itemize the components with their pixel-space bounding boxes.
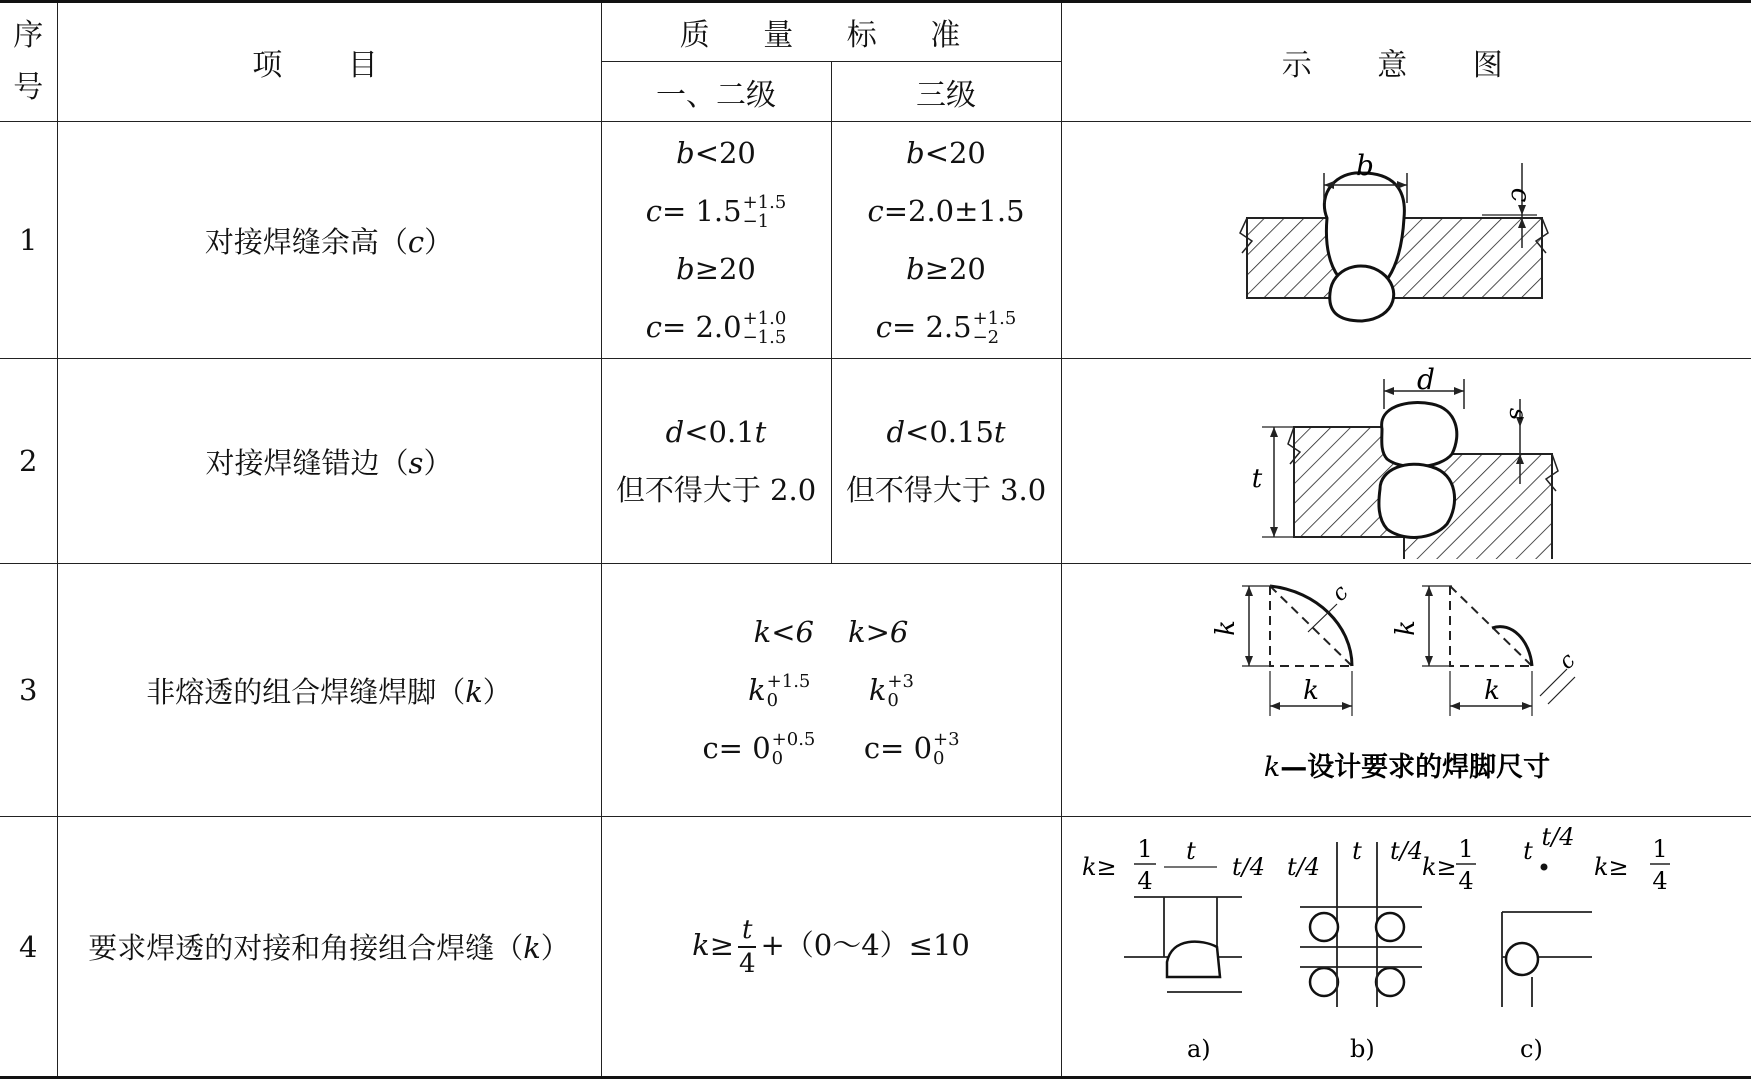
diagram-caption xyxy=(1263,752,1549,783)
k-base: k xyxy=(748,673,766,707)
fraction-num: t xyxy=(738,917,756,948)
label-d: d xyxy=(1416,363,1435,396)
tol-down: 0 xyxy=(933,748,945,769)
table-row xyxy=(0,122,1751,359)
std-line xyxy=(832,240,1061,298)
header-item-label: 项 目 xyxy=(252,48,406,83)
std-line xyxy=(602,124,831,182)
k-lt-6: k<6 xyxy=(753,615,814,649)
header-diagram xyxy=(1061,2,1751,122)
tolerance xyxy=(743,194,787,232)
rel: =2.0±1.5 xyxy=(883,194,1025,228)
row-diagram xyxy=(1061,122,1751,359)
item-var: c xyxy=(407,224,425,259)
label-one: 1 xyxy=(1136,835,1153,863)
formula xyxy=(692,914,970,979)
label-k: k xyxy=(1390,619,1421,636)
fraction xyxy=(738,914,756,979)
row-diagram xyxy=(1061,359,1751,564)
k-base: k xyxy=(868,673,887,707)
k-gt-6: k>6 xyxy=(848,615,909,649)
tol-down: 0 xyxy=(766,690,779,711)
rel: <0.1 xyxy=(684,415,755,449)
tol-up: +3 xyxy=(887,671,914,693)
tol-up: +1.5 xyxy=(766,671,811,693)
header-grade12: 一、二级 xyxy=(601,62,831,122)
std-line xyxy=(602,298,831,356)
std-line xyxy=(832,403,1061,461)
rel: = 2.5 xyxy=(891,310,972,344)
formula-k: k xyxy=(692,927,710,962)
formula-ge: ≥ xyxy=(709,927,735,962)
row-item xyxy=(57,564,601,817)
label-four: 4 xyxy=(1457,867,1474,895)
label-a: a) xyxy=(1186,1035,1211,1063)
row-item xyxy=(57,122,601,359)
label-one: 1 xyxy=(1651,835,1668,863)
fillet-weld-leg-diagram xyxy=(1062,566,1751,811)
header-no xyxy=(0,2,57,122)
label-k: k xyxy=(1210,619,1241,636)
row-diagram xyxy=(1061,817,1751,1078)
header-grade3: 三级 xyxy=(831,62,1061,122)
std-line xyxy=(832,124,1061,182)
row-grade3 xyxy=(831,359,1061,564)
item-text: 对接焊缝错边（ xyxy=(205,445,409,480)
tol-up: +1.5 xyxy=(972,308,1017,330)
tolerance xyxy=(933,731,960,769)
table-row xyxy=(0,359,1751,564)
label-t4: t/4 xyxy=(1389,837,1423,865)
tol-down: −1 xyxy=(742,211,770,232)
rel: ≥20 xyxy=(694,252,756,286)
var: c xyxy=(645,310,662,344)
std-line: 但不得大于 2.0 xyxy=(615,473,817,507)
var: c xyxy=(867,194,884,228)
row-item xyxy=(57,359,601,564)
rel: = 1.5 xyxy=(661,194,742,228)
rel: ≥20 xyxy=(924,252,986,286)
row-grade12 xyxy=(601,122,831,359)
label-c: c xyxy=(1553,647,1581,675)
row-item xyxy=(57,817,601,1078)
label-k: k xyxy=(1302,675,1319,706)
label-four: 4 xyxy=(1651,867,1668,895)
formula-rest: +（0～4）≤10 xyxy=(760,927,970,962)
tolerance xyxy=(887,673,914,711)
tol-down: −2 xyxy=(972,327,1000,348)
header-diagram-label: 示 意 图 xyxy=(1281,48,1531,83)
row-merged-standard xyxy=(601,564,1061,817)
item-var: k xyxy=(523,931,541,965)
row-number: 4 xyxy=(0,817,57,1078)
label-k-ge: k≥ xyxy=(1081,853,1117,881)
item-var: s xyxy=(408,445,424,480)
header-row-1 xyxy=(0,2,1751,62)
c-base: c= 0 xyxy=(863,731,933,765)
label-four: 4 xyxy=(1136,867,1153,895)
row-diagram xyxy=(1061,564,1751,817)
c-base: c= 0 xyxy=(702,731,771,765)
label-b: b xyxy=(1355,149,1374,182)
row-number: 1 xyxy=(0,122,57,359)
item-var: k xyxy=(465,674,483,709)
tolerance xyxy=(772,731,816,769)
tolerance xyxy=(973,310,1017,348)
label-s: s xyxy=(1503,407,1532,421)
header-quality-standard xyxy=(601,2,1061,62)
item-text: 非熔透的组合焊缝焊脚（ xyxy=(146,674,466,709)
caption-var: k xyxy=(1263,751,1280,783)
label-t4: t/4 xyxy=(1286,853,1320,881)
item-close: ） xyxy=(540,931,570,965)
std-line xyxy=(602,403,831,461)
tolerance xyxy=(767,673,811,711)
std-line xyxy=(602,719,1061,777)
std-line: 但不得大于 3.0 xyxy=(845,473,1047,507)
item-text: 要求焊透的对接和角接组合焊缝（ xyxy=(88,931,524,965)
row-grade3 xyxy=(831,122,1061,359)
std-line xyxy=(602,603,1061,661)
tol-down: 0 xyxy=(887,690,899,711)
std-line xyxy=(832,182,1061,240)
var: b xyxy=(676,252,695,286)
tol-down: 0 xyxy=(771,748,784,769)
label-t: t xyxy=(1522,837,1533,865)
label-t4: t/4 xyxy=(1541,823,1575,851)
rel: <20 xyxy=(924,136,986,170)
header-item xyxy=(57,2,601,122)
label-t: t xyxy=(1185,837,1196,865)
fraction-den: 4 xyxy=(738,948,756,979)
tol-up: +1.0 xyxy=(742,308,787,330)
std-line xyxy=(602,661,1061,719)
item-close: ） xyxy=(482,674,512,709)
tol-up: +1.5 xyxy=(742,192,787,214)
rel: <20 xyxy=(694,136,756,170)
label-c: c xyxy=(1326,579,1354,607)
table-row xyxy=(0,564,1751,817)
row-number: 3 xyxy=(0,564,57,817)
row-grade12 xyxy=(601,359,831,564)
caption-text: —设计要求的焊脚尺寸 xyxy=(1279,751,1550,783)
item-close: ） xyxy=(424,224,454,259)
rel: = 2.0 xyxy=(661,310,742,344)
rel: <0.15 xyxy=(905,415,994,449)
header-quality-standard-label: 质 量 标 准 xyxy=(679,18,983,53)
item-text: 对接焊缝余高（ xyxy=(204,224,408,259)
var: b xyxy=(906,136,925,170)
label-one: 1 xyxy=(1457,835,1474,863)
label-k: k xyxy=(1483,675,1500,706)
label-c: c) xyxy=(1519,1035,1543,1063)
label-t: t xyxy=(1251,464,1262,494)
butt-weld-misalignment-diagram xyxy=(1062,359,1751,559)
var2: t xyxy=(754,415,767,449)
item-close: ） xyxy=(423,445,453,480)
row-merged-standard xyxy=(601,817,1061,1078)
butt-weld-reinforcement-diagram xyxy=(1062,123,1751,353)
penetration-weld-diagram xyxy=(1062,817,1751,1072)
header-no-bottom: 号 xyxy=(13,70,44,105)
var: d xyxy=(665,415,685,449)
var: c xyxy=(875,310,892,344)
std-line xyxy=(602,240,831,298)
header-no-top: 序 xyxy=(13,18,44,53)
label-c: c xyxy=(1504,187,1535,203)
std-line xyxy=(832,298,1061,356)
var: b xyxy=(906,252,925,286)
var: d xyxy=(886,415,906,449)
tol-up: +0.5 xyxy=(771,729,816,751)
row-number: 2 xyxy=(0,359,57,564)
var2: t xyxy=(993,415,1006,449)
table-row xyxy=(0,817,1751,1078)
tol-up: +3 xyxy=(933,729,960,751)
label-t4: t/4 xyxy=(1231,853,1265,881)
tolerance xyxy=(743,310,787,348)
label-k-ge: k≥ xyxy=(1421,853,1457,881)
var: b xyxy=(676,136,695,170)
tol-down: −1.5 xyxy=(742,327,787,348)
label-k-ge: k≥ xyxy=(1593,853,1629,881)
label-t: t xyxy=(1351,837,1362,865)
label-b: b) xyxy=(1349,1035,1375,1063)
std-line xyxy=(602,182,831,240)
var: c xyxy=(645,194,662,228)
